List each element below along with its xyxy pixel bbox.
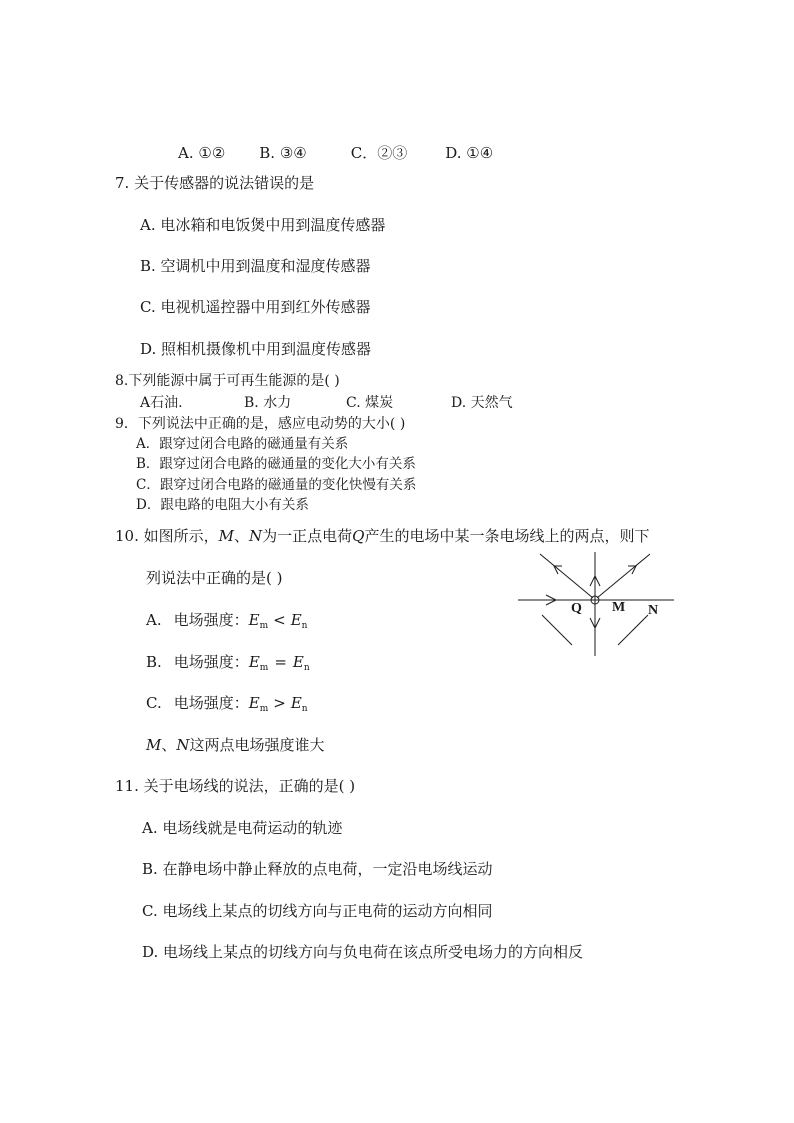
q11-option-c: C. 电场线上某点的切线方向与正电荷的运动方向相同 — [142, 902, 493, 920]
q10-option-d-separator: 、 — [161, 736, 177, 754]
q10-option-c-e2: E — [290, 694, 302, 712]
q10-option-b-e1: E — [248, 653, 260, 671]
q10-option-b-prefix: 电场强度： — [173, 653, 249, 671]
q10-symbol-m: M — [218, 527, 234, 545]
q10-option-c-relation: > — [273, 694, 286, 712]
q6-options — [178, 146, 493, 161]
label-m: M — [612, 600, 626, 615]
q7-stem: 7. 关于传感器的说法错误的是 — [115, 174, 315, 192]
q9-stem: 9．下列说法中正确的是，感应电动势的大小( ) — [115, 416, 406, 432]
q11-option-a: A. 电场线就是电荷运动的轨迹 — [142, 819, 343, 837]
q10-option-a-prefix: 电场强度： — [173, 611, 249, 629]
q10-option-a-sub-n: n — [301, 621, 308, 631]
q9-option-c: C．跟穿过闭合电路的磁通量的变化快慢有关系 — [136, 477, 417, 493]
q9-option-b: B．跟穿过闭合电路的磁通量的变化大小有关系 — [136, 456, 416, 472]
field-line-upper-left — [540, 554, 593, 598]
q9-option-d: D．跟电路的电阻大小有关系 — [136, 497, 309, 513]
q10-option-d-m: M — [146, 736, 162, 754]
q6-option-c: C．②③ — [350, 144, 408, 162]
q7-option-d: D. 照相机摄像机中用到温度传感器 — [140, 340, 372, 358]
q10-option-a-e1: E — [248, 611, 260, 629]
q10-option-a-label: A. — [146, 611, 162, 629]
q10-stem-line2: 列说法中正确的是( ) — [146, 569, 283, 587]
q11-option-b: B. 在静电场中静止释放的点电荷，一定沿电场线运动 — [142, 860, 493, 878]
label-n: N — [648, 603, 659, 618]
q10-symbol-q: Q — [352, 527, 365, 545]
q10-stem — [115, 529, 649, 544]
q10-option-d-tail: 这两点电场强度谁大 — [189, 736, 325, 754]
q6-option-a: A. ①② — [178, 144, 226, 162]
q10-option-c-label: C. — [146, 694, 162, 712]
q10-option-b-label: B. — [146, 653, 162, 671]
q10-stem-lead: 10. 如图所示， — [115, 527, 219, 545]
q8-option-c: C. 煤炭 — [346, 395, 394, 411]
q6-option-d: D. ①④ — [445, 144, 494, 162]
q8-option-a: A石油. — [140, 395, 183, 411]
q11-stem: 11. 关于电场线的说法，正确的是( ) — [115, 777, 356, 795]
q10-stem-mid: 为一正点电荷 — [262, 527, 353, 545]
q10-option-c-prefix: 电场强度： — [173, 694, 249, 712]
q8-stem: 8.下列能源中属于可再生能源的是( ) — [115, 373, 340, 389]
q9-option-a: A．跟穿过闭合电路的磁通量有关系 — [136, 436, 349, 452]
q6-option-b: B. ③④ — [259, 144, 307, 162]
q10-option-d-n: N — [176, 736, 190, 754]
q10-option-b-relation: = — [274, 653, 287, 671]
q10-option-a — [146, 613, 307, 631]
field-line-lower-left — [542, 615, 572, 645]
q11-option-d: D. 电场线上某点的切线方向与负电荷在该点所受电场力的方向相反 — [142, 943, 584, 961]
q10-option-b-e2: E — [292, 653, 304, 671]
q10-option-a-sub-m: m — [259, 621, 269, 631]
q8-option-d: D. 天然气 — [451, 395, 513, 411]
q10-option-d — [146, 738, 325, 753]
q10-separator: 、 — [233, 527, 249, 545]
q10-option-c-sub-n: n — [301, 704, 308, 714]
electric-field-figure — [510, 548, 680, 664]
field-line-upper-right — [597, 554, 650, 598]
q10-option-a-e2: E — [290, 611, 302, 629]
q10-stem-tail: 产生的电场中某一条电场线上的两点，则下 — [364, 527, 650, 545]
q10-option-a-relation: < — [273, 611, 286, 629]
q10-option-c-e1: E — [248, 694, 260, 712]
q10-option-b-sub-n: n — [303, 663, 310, 673]
q10-option-c — [146, 696, 308, 714]
field-line-lower-right — [618, 615, 648, 645]
label-q: Q — [571, 601, 582, 616]
q7-option-b: B. 空调机中用到温度和湿度传感器 — [140, 257, 371, 275]
q8-option-b: B. 水力 — [244, 395, 292, 411]
q10-option-b-sub-m: m — [259, 663, 269, 673]
q7-option-a: A. 电冰箱和电饭煲中用到温度传感器 — [140, 216, 386, 234]
q7-option-c: C. 电视机遥控器中用到红外传感器 — [140, 298, 371, 316]
q10-option-c-sub-m: m — [259, 704, 269, 714]
q10-option-b — [146, 655, 310, 673]
q10-symbol-n: N — [249, 527, 263, 545]
